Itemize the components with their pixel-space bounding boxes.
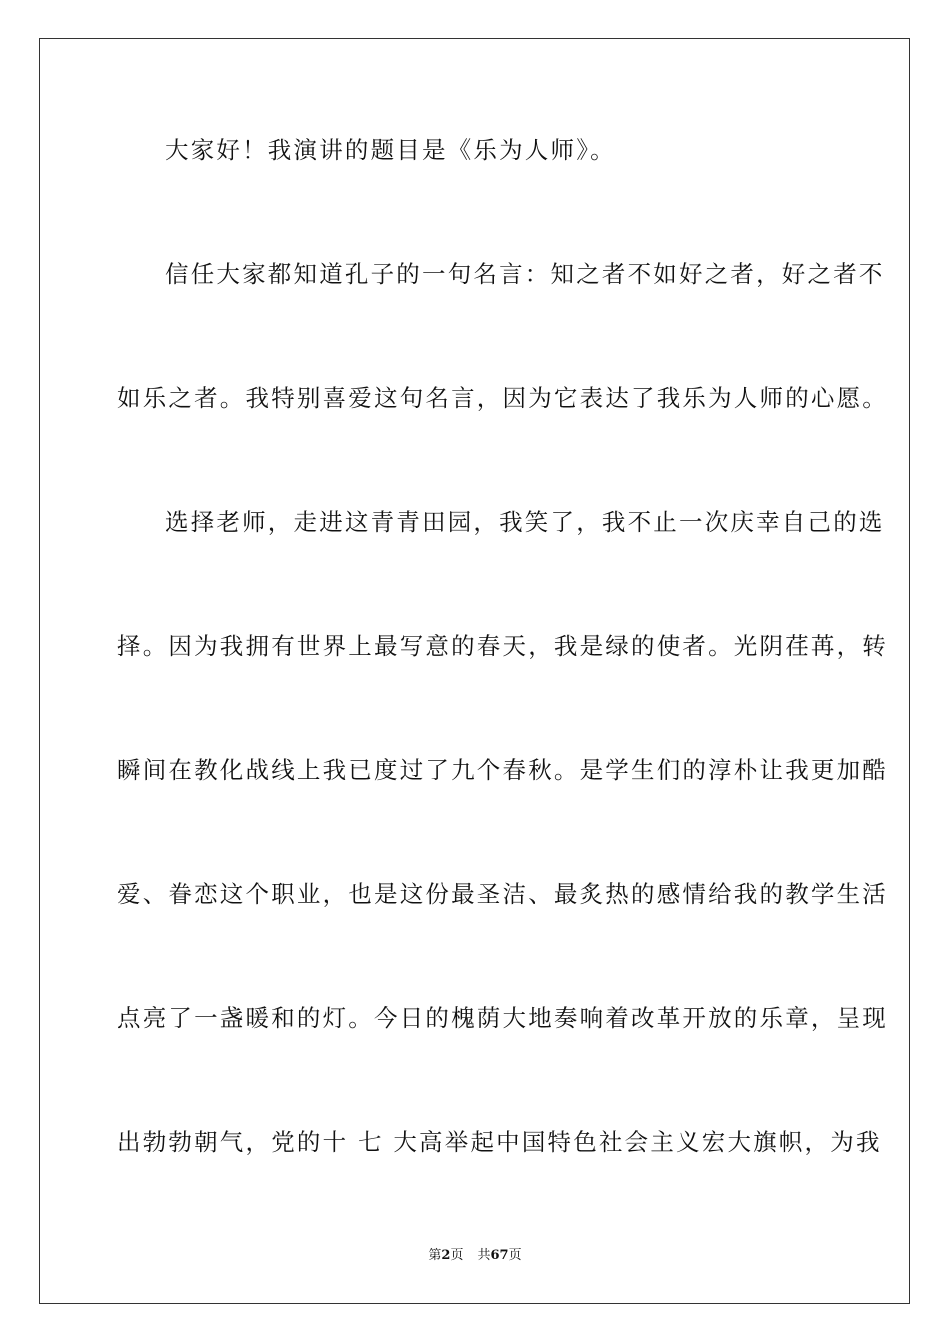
paragraph-3-line-2: 择。因为我拥有世界上最写意的春天，我是绿的使者。光阴荏苒，转: [117, 632, 888, 660]
paragraph-2-line-1: 信任大家都知道孔子的一句名言：知之者不如好之者，好之者不: [165, 260, 885, 288]
footer-total-pages: 67: [490, 1248, 509, 1263]
paragraph-3-line-6: 出勃勃朝气，党的十 七 大高举起中国特色社会主义宏大旗帜，为我: [117, 1128, 882, 1156]
footer-page-number: 2: [441, 1248, 451, 1263]
paragraph-3-line-4: 爱、眷恋这个职业，也是这份最圣洁、最炙热的感情给我的教学生活: [117, 880, 888, 908]
paragraph-1-line-1: 大家好！我演讲的题目是《乐为人师》。: [165, 136, 616, 164]
page-border: [39, 38, 910, 1304]
footer-page-suffix: 页: [450, 1248, 464, 1263]
footer-total-suffix: 页: [508, 1248, 522, 1263]
footer-page-prefix: 第: [428, 1248, 442, 1263]
page-footer: [0, 1247, 950, 1265]
paragraph-3-line-5: 点亮了一盏暖和的灯。今日的槐荫大地奏响着改革开放的乐章，呈现: [117, 1004, 888, 1032]
footer-total-prefix: 共: [477, 1248, 491, 1263]
paragraph-3-line-1: 选择老师，走进这青青田园，我笑了，我不止一次庆幸自己的选: [165, 508, 885, 536]
paragraph-3-line-3: 瞬间在教化战线上我已度过了九个春秋。是学生们的淳朴让我更加酷: [117, 756, 888, 784]
paragraph-2-line-2: 如乐之者。我特别喜爱这句名言，因为它表达了我乐为人师的心愿。: [117, 384, 888, 412]
